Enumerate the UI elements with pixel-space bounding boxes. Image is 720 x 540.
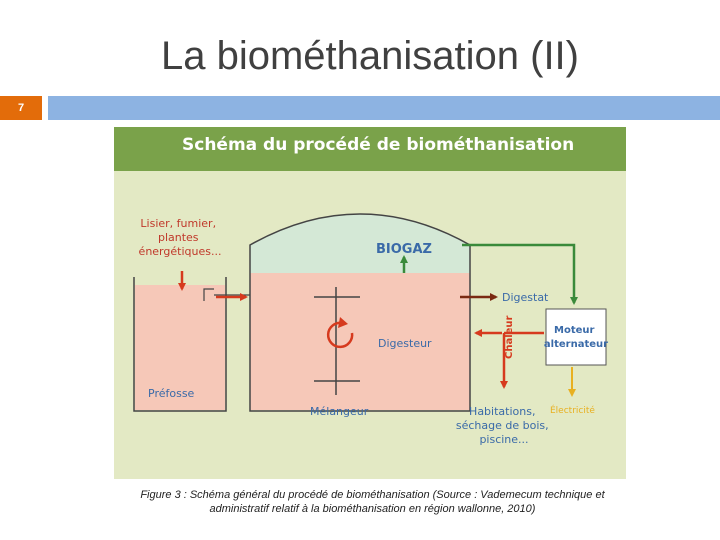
digester-liquid: [250, 273, 470, 410]
caption-line-2: administratif relatif à la biométhanisation en région wallonne, 2010): [209, 503, 536, 515]
accent-bar: [48, 96, 720, 120]
label-prefosse: Préfosse: [148, 387, 195, 400]
label-inputs-3: énergétiques...: [138, 245, 222, 258]
biomethanisation-diagram: [114, 127, 626, 479]
label-inputs-1: Lisier, fumier,: [140, 217, 217, 230]
label-uses-3: piscine...: [479, 433, 529, 446]
label-digestat: Digestat: [502, 291, 549, 304]
slide-title: La biométhanisation (II): [160, 34, 579, 78]
engine-box: [543, 309, 609, 365]
label-uses-2: séchage de bois,: [455, 419, 549, 432]
label-inputs-2: plantes: [157, 231, 199, 244]
label-electricite: Électricité: [550, 406, 595, 416]
label-melangeur: Mélangeur: [310, 405, 369, 418]
label-uses-1: Habitations,: [469, 405, 536, 418]
slide-number: 7: [0, 96, 42, 120]
figure-caption: [110, 488, 635, 516]
label-moteur-2: alternateur: [543, 339, 609, 350]
label-moteur-1: Moteur: [554, 325, 595, 336]
label-biogaz: BIOGAZ: [376, 242, 432, 257]
diagram-header: Schéma du procédé de biométhanisation: [182, 135, 575, 155]
label-chaleur: Chaleur: [504, 315, 515, 359]
caption-line-1: Figure 3 : Schéma général du procédé de biométhanisation (Source : Vademecum technique et: [140, 489, 605, 501]
label-digesteur: Digesteur: [378, 337, 432, 350]
